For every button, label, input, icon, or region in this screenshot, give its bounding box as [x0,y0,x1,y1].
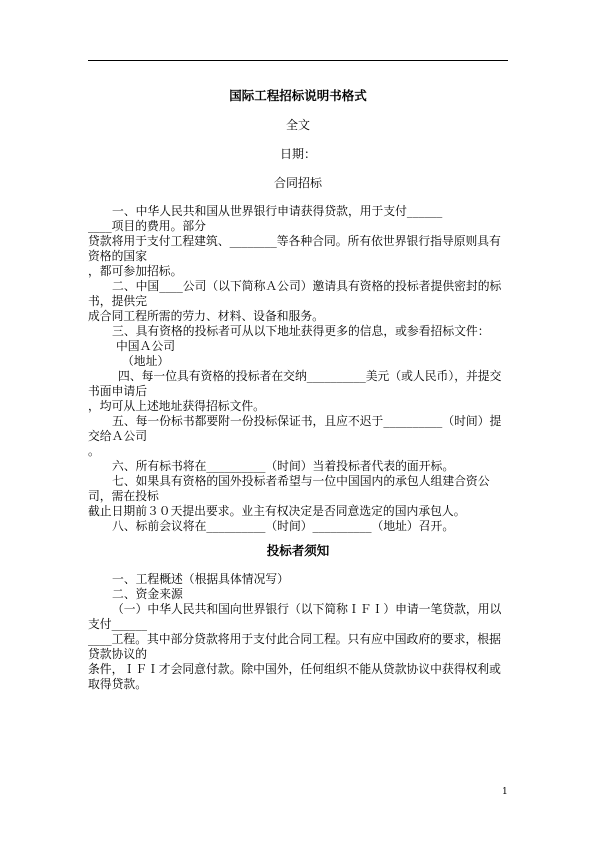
paragraph-3: 三、具有资格的投标者可从以下地址获得更多的信息，或参看招标文件： [112,324,490,338]
section-title-bidder-instructions: 投标者须知 [266,543,330,558]
instruction-1: 一、工程概述（根据具体情况写） [112,572,289,586]
instruction-2-1-cont: ____工程。其中部分贷款将用于支付此合同工程。只有应中国政府的要求，根据贷款协议的 [88,632,501,661]
document-body [88,88,508,692]
paragraph-5-cont: 。 [88,444,100,458]
paragraph-6: 六、所有标书将在__________（时间）当着投标者代表的面开标。 [112,459,455,473]
section-title-contract-bidding: 合同招标 [273,176,322,190]
paragraph-8: 八、标前会议将在__________（时间）__________（地址）召开。 [112,519,455,533]
paragraph-1b: 贷款将用于支付工程建筑、________等各种合同。所有依世界银行指导原则具有资格的国家 [88,234,501,263]
paragraph-1: 一、中华人民共和国从世界银行申请获得贷款，用于支付______ [112,204,443,218]
instruction-2: 二、资金来源 [112,587,183,601]
paragraph-2-cont: 成合同工程所需的劳力、材料、设备和服务。 [88,309,324,323]
paragraph-7: 七、如果具有资格的国外投标者希望与一位中国国内的承包人组建合资公司，需在投标 [88,474,490,503]
address-line: （地址） [122,354,170,368]
document-title: 国际工程招标说明书格式 [229,88,367,103]
paragraph-2: 二、中国____公司（以下简称Ａ公司）邀请具有资格的投标者提供密封的标书，提供完 [88,279,502,308]
page-number: 1 [502,787,508,797]
paragraph-4: 四、每一位具有资格的投标者在交纳__________美元（或人民币），并提交书面申请后 [88,369,502,398]
date-label: 日期： [279,147,316,161]
paragraph-7-cont: 截止日期前３０天提出要求。业主有权决定是否同意选定的国内承包人。 [88,504,466,518]
paragraph-1-cont: ____项目的费用。部分 [88,219,206,233]
instruction-2-1-cont-2: 条件，ＩＦＩ才会同意付款。除中国外，任何组织不能从贷款协议中获得权利或取得贷款。 [88,662,501,691]
instruction-2-1: （一）中华人民共和国向世界银行（以下简称ＩＦＩ）申请一笔贷款，用以支付______ [88,602,502,631]
paragraph-4-cont: ，均可从上述地址获得招标文件。 [88,399,265,413]
paragraph-5: 五、每一份标书都要附一份投标保证书，且应不迟于__________（时间）提交给Ａ公司 [88,414,502,443]
header-rule [88,60,508,61]
paragraph-1b-cont: ，都可参加招标。 [88,264,183,278]
document-subtitle: 全文 [285,118,310,132]
company-name-line: 中国Ａ公司 [116,339,175,353]
